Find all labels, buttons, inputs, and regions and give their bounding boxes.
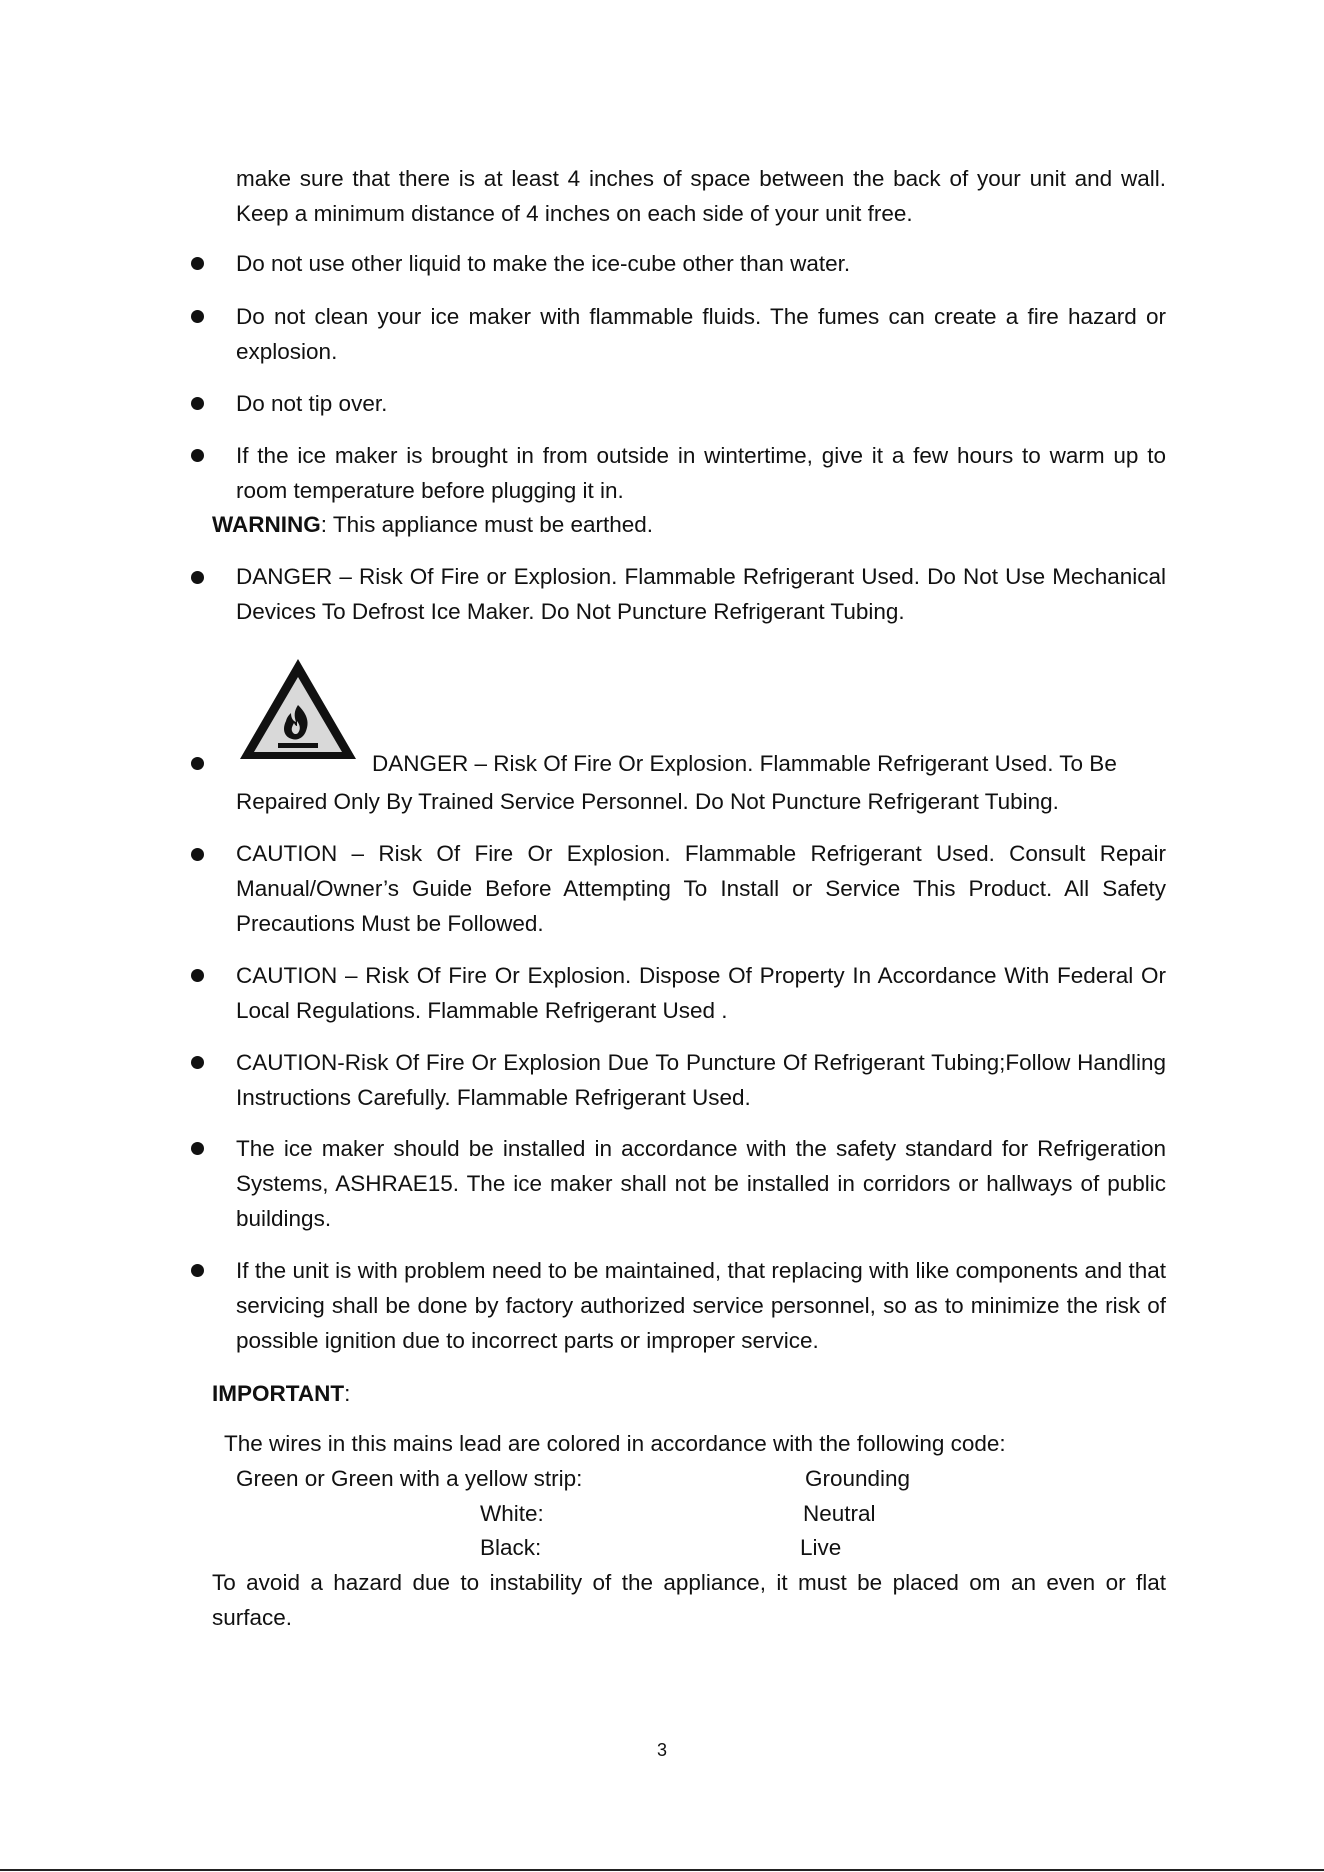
bullet-dot xyxy=(191,969,204,982)
bullet-item: CAUTION – Risk Of Fire Or Explosion. Dispose Of Property In Accordance With Federal Or Local Regulations. Flammable Refrigerant Used . xyxy=(236,963,1166,1023)
warning-text: : This appliance must be earthed. xyxy=(320,512,654,537)
bullet-item: CAUTION – Risk Of Fire Or Explosion. Flammable Refrigerant Used. Consult Repair Manual/Owner’s Guide Before Attempting To Install or Service This Product. All Safety Precautions Must be Followed. xyxy=(236,841,1166,936)
bullet-dot xyxy=(191,757,204,770)
bullet-dot xyxy=(191,1264,204,1277)
bullet-item: The ice maker should be installed in accordance with the safety standard for Refrigeration Systems, ASHRAE15. The ice maker shall not be installed in corridors or hallways of public buildings. xyxy=(236,1136,1166,1231)
wire-meaning: Live xyxy=(800,1535,842,1560)
bullet-dot xyxy=(191,449,204,462)
bullet-item: DANGER – Risk Of Fire or Explosion. Flammable Refrigerant Used. Do Not Use Mechanical Devices To Defrost Ice Maker. Do Not Puncture Refrigerant Tubing. xyxy=(236,564,1166,624)
warning-label: WARNING xyxy=(212,512,321,537)
danger-text-second-line: Repaired Only By Trained Service Personnel. Do Not Puncture Refrigerant Tubing. xyxy=(236,789,1059,814)
bullet-dot xyxy=(191,571,204,584)
important-intro: The wires in this mains lead are colored in accordance with the following code: xyxy=(224,1431,1006,1456)
bullet-dot xyxy=(191,1056,204,1069)
flammable-warning-icon xyxy=(236,655,360,765)
wire-color: Green or Green with a yellow strip: xyxy=(236,1466,583,1491)
important-heading xyxy=(212,1376,350,1411)
bullet-item: Do not clean your ice maker with flammable fluids. The fumes can create a fire hazard or explosion. xyxy=(236,304,1166,364)
important-colon: : xyxy=(344,1381,351,1406)
bullet-dot xyxy=(191,310,204,323)
danger-text-first-line: DANGER – Risk Of Fire Or Explosion. Flammable Refrigerant Used. To Be xyxy=(372,751,1117,776)
closing-paragraph: To avoid a hazard due to instability of the appliance, it must be placed om an even or flat surface. xyxy=(212,1570,1166,1630)
wire-meaning: Grounding xyxy=(805,1466,911,1491)
page-edge-divider xyxy=(0,1869,1324,1871)
wire-color: White: xyxy=(480,1501,544,1526)
warning-line xyxy=(212,507,653,542)
intro-paragraph: make sure that there is at least 4 inches of space between the back of your unit and wall. Keep a minimum distance of 4 inches on each side of your unit free. xyxy=(236,166,1166,226)
bullet-item: CAUTION-Risk Of Fire Or Explosion Due To Puncture Of Refrigerant Tubing;Follow Handling Instructions Carefully. Flammable Refrigerant Used. xyxy=(236,1050,1166,1110)
bullet-item: Do not use other liquid to make the ice-cube other than water. xyxy=(236,251,851,276)
bullet-dot xyxy=(191,257,204,270)
bullet-item: If the ice maker is brought in from outside in wintertime, give it a few hours to warm up to room temperature before plugging it in. xyxy=(236,443,1166,503)
bullet-item: Do not tip over. xyxy=(236,391,388,416)
bullet-dot xyxy=(191,397,204,410)
wire-color: Black: xyxy=(480,1535,542,1560)
wire-meaning: Neutral xyxy=(803,1501,876,1526)
bullet-item: If the unit is with problem need to be maintained, that replacing with like components and that servicing shall be done by factory authorized service personnel, so as to minimize the risk of possible ignition due to incorrect parts or improper service. xyxy=(236,1258,1166,1353)
bullet-dot xyxy=(191,1142,204,1155)
page-number: 3 xyxy=(656,1740,667,1760)
bullet-dot xyxy=(191,848,204,861)
important-label: IMPORTANT xyxy=(212,1381,345,1406)
